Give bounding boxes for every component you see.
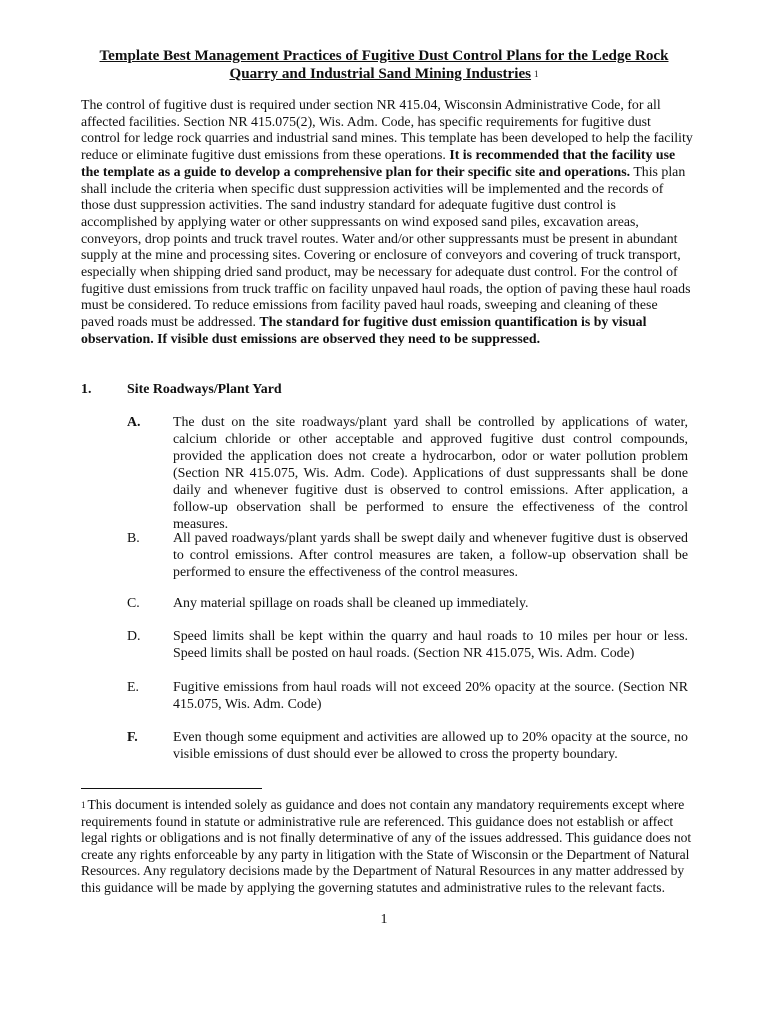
list-item <box>127 530 688 581</box>
title-line-1: Template Best Management Practices of Fugitive Dust Control Plans for the Ledge Rock <box>99 48 669 64</box>
list-item <box>127 414 688 533</box>
item-text: Fugitive emissions from haul roads will not exceed 20% opacity at the source. (Section NR 415.075, Wis. Adm. Code) <box>173 680 688 712</box>
item-label: F. <box>127 730 138 745</box>
section-number: 1. <box>81 382 92 397</box>
item-label: C. <box>127 596 140 611</box>
list-item <box>127 679 688 713</box>
item-text: Speed limits shall be kept within the quarry and haul roads to 10 miles per hour or less. Speed limits shall be posted on haul roads. (Section NR 415.075, Wis. Adm. Code) <box>173 629 688 661</box>
item-text: All paved roadways/plant yards shall be swept daily and whenever fugitive dust is observed to control emissions. After control measures are taken, a follow-up observation shall be performed to ensure the effectiveness of the control measures. <box>173 531 688 580</box>
intro-bold-2: The standard for fugitive dust emission quantification is by visual observation. If visible dust emissions are observed they need to be suppressed. <box>81 314 647 346</box>
section-title: Site Roadways/Plant Yard <box>127 382 282 397</box>
list-item <box>127 729 688 763</box>
title-footnote-ref[interactable]: 1 <box>534 69 539 79</box>
title-line-2: Quarry and Industrial Sand Mining Industries <box>229 66 532 82</box>
intro-paragraph <box>81 97 693 348</box>
intro-text-1: The control of fugitive dust is required under section NR 415.04, Wisconsin Administrative Code, for all affected facilities. Section NR 415.075(2), Wis. Adm. Code, has specific requirements for fugitive dust control for ledge rock quarries and industrial sand mines. This template has been developed to help the facility reduce or eliminate fugitive dust emissions from these operations. <box>81 97 693 163</box>
document-title <box>60 47 708 83</box>
item-text: The dust on the site roadways/plant yard shall be controlled by applications of water, calcium chloride or other acceptable and approved fugitive dust control compounds, provided the application does not create a hydrocarbon, odor or water pollution problem (Section NR 415.075, Wis. Adm. Code). Applications of dust suppressants shall be done daily and whenever fugitive dust is observed to control emissions. After application, a follow-up observation shall be performed to ensure the effectiveness of the control measures. <box>173 415 688 532</box>
section-heading <box>81 381 681 398</box>
page-number: 1 <box>380 912 388 927</box>
list-item <box>127 595 688 612</box>
intro-text-2: This plan shall include the criteria when specific dust suppression activities will be implemented and the records of those dust suppression activities. The sand industry standard for adequate fugitive dust control is accomplished by applying water or other suppressants on wind exposed sand piles, excavation areas, conveyors, drop points and truck travel routes. Water and/or other suppressants must be present in abundant supply at the mine and processing sites. Covering or enclosure of conveyors and covering of truck transport, especially when shipping dried sand product, may be necessary for adequate dust control. For the control of fugitive dust emissions from truck traffic on facility unpaved haul roads, the option of paving these haul roads must be considered. To reduce emissions from facility paved haul roads, sweeping and cleaning of these paved roads must be addressed. <box>81 163 691 330</box>
footnote <box>81 797 693 896</box>
item-label: D. <box>127 629 141 644</box>
footnote-text: This document is intended solely as guidance and does not contain any mandatory requirements except where requirements found in statute or administrative rule are referenced. This guidance does not establish or affect legal rights or obligations and is not finally determinative of any of the issues addressed. This guidance does not create any rights enforceable by any party in litigation with the State of Wisconsin or the Department of Natural Resources. Any regulatory decisions made by the Department of Natural Resources in any matter addressed by this guidance will be made by applying the governing statutes and administrative rules to the relevant facts. <box>81 797 692 895</box>
item-label: A. <box>127 415 141 430</box>
item-label: B. <box>127 531 140 546</box>
item-label: E. <box>127 680 139 695</box>
intro-bold-1: It is recommended that the facility use the template as a guide to develop a comprehensive plan for their specific site and operations. <box>81 147 676 179</box>
footnote-divider <box>81 788 262 789</box>
item-text: Any material spillage on roads shall be cleaned up immediately. <box>173 596 529 611</box>
footnote-marker: 1 <box>81 800 86 810</box>
item-text: Even though some equipment and activities are allowed up to 20% opacity at the source, no visible emissions of dust should ever be allowed to cross the property boundary. <box>173 730 688 762</box>
list-item <box>127 628 688 662</box>
